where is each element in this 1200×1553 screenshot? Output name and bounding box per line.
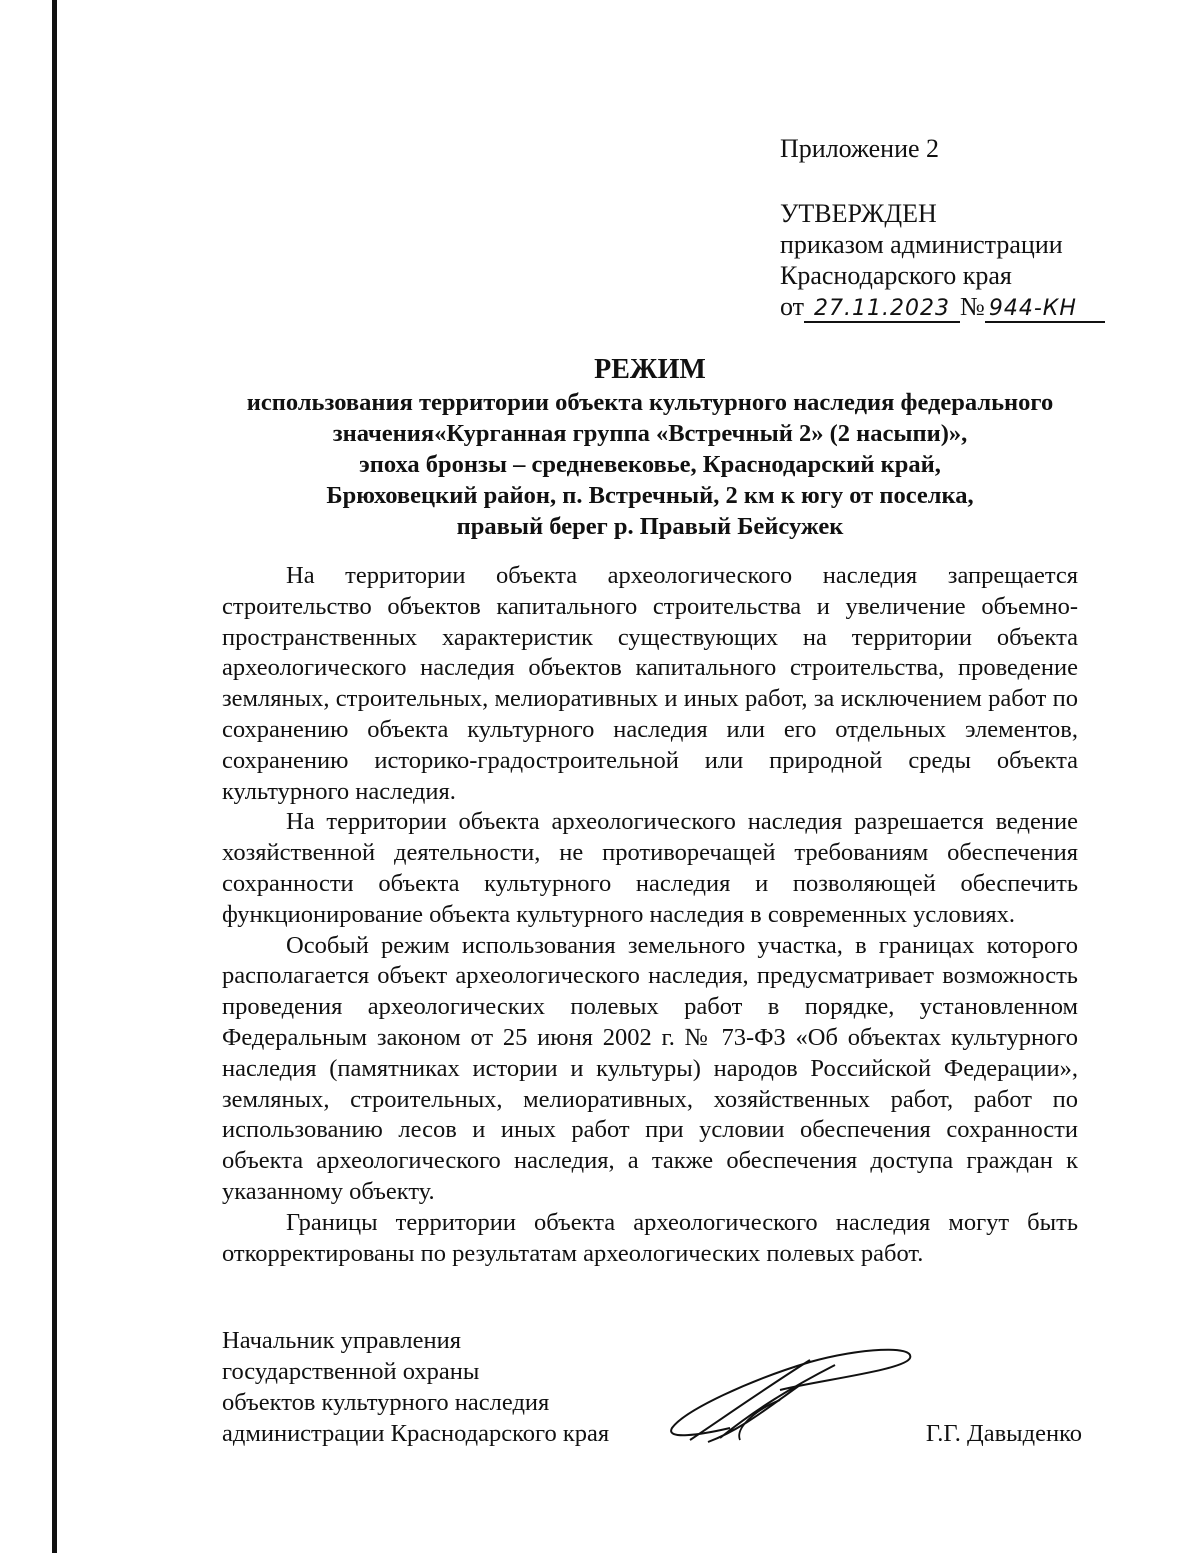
position-line-2: государственной охраны (222, 1358, 480, 1385)
order-line-1: приказом администрации (780, 230, 1063, 259)
title-line-1: использования территории объекта культурного наследия федерального (246, 389, 1054, 416)
paragraph-prohibitions: На территории объекта археологического наследия запрещается строительство объектов капитального строительства и увеличение объемно-пространственных характеристик существующих на территории объекта археологического наследия объектов капитального строительства, проведение земляных, строительных, мелиоративных и иных работ, за исключением работ по сохранению объекта культурного наследия или его отдельных элементов, сохранению историко-градостроительной или природной среды объекта культурного наследия. (222, 562, 1078, 805)
document-heading: РЕЖИМ (594, 354, 706, 385)
paragraph-special-regime: Особый режим использования земельного участка, в границах которого располагается объект археологического наследия, предусматривает возможность проведения археологических полевых работ в порядке, установленном Федеральным законом от 25 июня 2002 г. № 73-ФЗ «Об объектах культурного наследия (памятниках истории и культуры) народов Российской Федерации», земляных, строительных, мелиоративных, хозяйственных работ, работ по использованию лесов и иных работ при условии обеспечения сохранности объекта археологического наследия, а также обеспечения доступа граждан к указанному объекту. (222, 931, 1078, 1205)
title-line-5: правый берег р. Правый Бейсужек (456, 513, 844, 540)
signer-position (222, 1325, 652, 1449)
order-date-line (780, 291, 1160, 323)
position-line-4: администрации Краснодарского края (222, 1420, 610, 1447)
position-line-3: объектов культурного наследия (222, 1389, 550, 1416)
document-body (222, 561, 1078, 1269)
order-line-2: Краснодарского края (780, 261, 1012, 290)
document-title-block (200, 353, 1100, 542)
order-date-handwritten: 27.11.2023 (804, 297, 960, 323)
signature-block (222, 1325, 1082, 1449)
title-line-4: Брюховецкий район, п. Встречный, 2 км к югу от поселка, (326, 482, 974, 509)
handwritten-signature (660, 1340, 920, 1450)
approved-label: УТВЕРЖДЕН (780, 199, 937, 228)
order-number-handwritten: 944-КН (985, 297, 1105, 323)
approval-stamp-block (780, 133, 1160, 323)
paragraph-permitted-activity: На территории объекта археологического наследия разрешается ведение хозяйственной деятельности, не противоречащей требованиям обеспечения сохранности объекта культурного наследия и позволяющей обеспечить функционирование объекта культурного наследия в современных условиях. (222, 808, 1078, 928)
scan-edge-rule (52, 0, 57, 1553)
number-sign: № (960, 292, 985, 321)
date-prefix: от (780, 292, 805, 321)
paragraph-boundaries: Границы территории объекта археологического наследия могут быть откорректированы по результатам археологических полевых работ. (222, 1208, 1078, 1267)
title-line-2: значения«Курганная группа «Встречный 2» (2 насыпи)», (332, 420, 968, 447)
signer-name: Г.Г. Давыденко (925, 1420, 1082, 1447)
appendix-label: Приложение 2 (780, 134, 940, 163)
position-line-1: Начальник управления (222, 1327, 461, 1354)
title-line-3: эпоха бронзы – средневековье, Краснодарский край, (359, 451, 941, 478)
